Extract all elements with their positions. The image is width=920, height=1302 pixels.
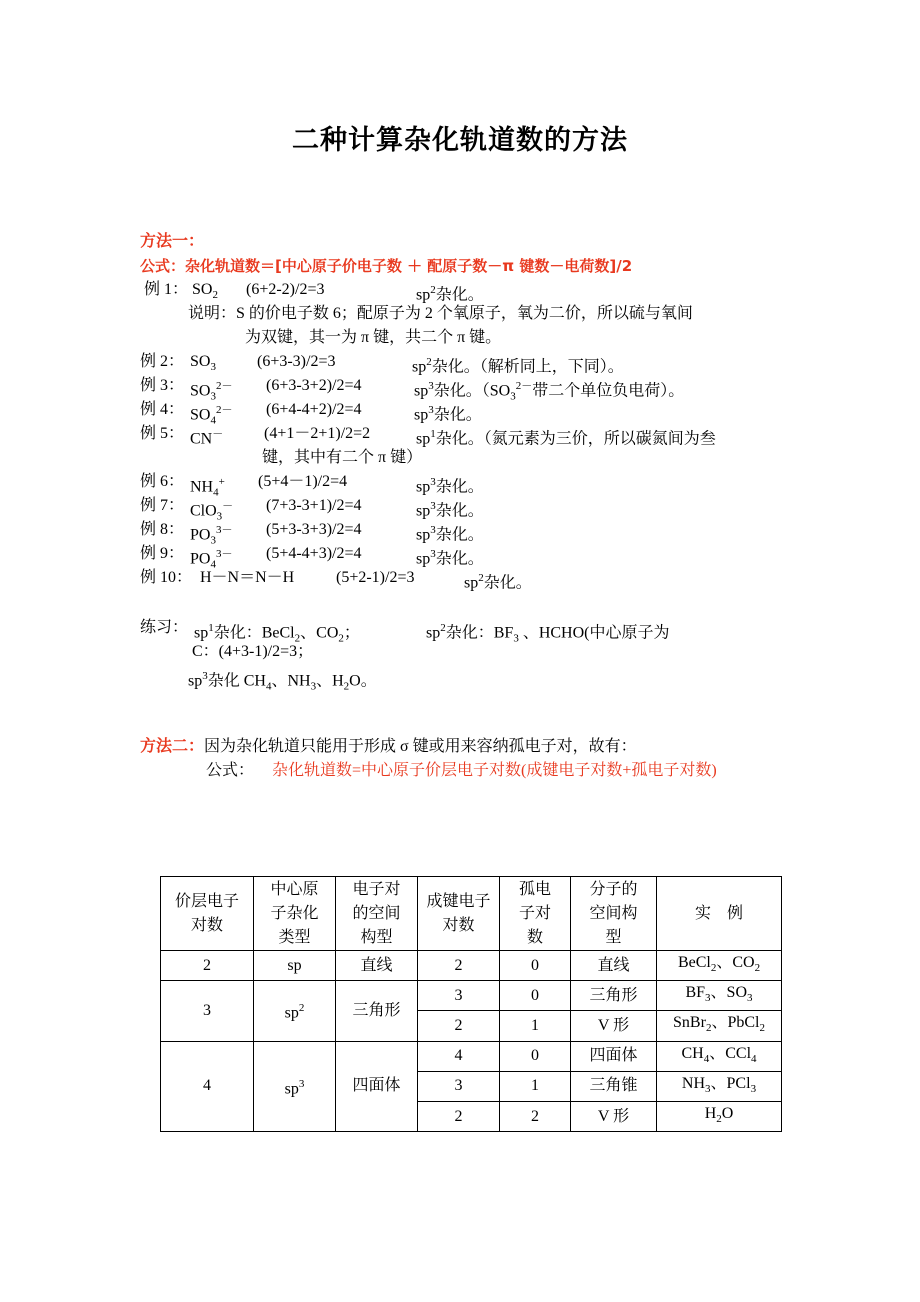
table-row: 4 $sp^3$ 四面体 4 0 四面体 $CH_4$、CCl$_4$	[161, 1041, 782, 1071]
method2-formula-line: 公式： 杂化轨道数=中心原子价层电子对数(成键电子对数+孤电子对数)	[206, 762, 717, 779]
hybridization-table	[160, 876, 782, 1132]
example-10: 例 10： H－N＝N－H (5+2-1)/2=3 $sp^2$杂化。	[140, 569, 532, 592]
method2-line	[140, 737, 637, 757]
example-5-continue: 键，其中有二个 π 键）	[262, 449, 423, 466]
practice-line-1: 练习： $sp^1$杂化：BeCl$_2$、$CO_2$； $sp^2$杂化：$BF_3$ 、HCHO(中心原子为	[140, 619, 670, 645]
table-row: 2 2 V 形 $H_2O$	[161, 1101, 782, 1131]
example-3: 例 3： $SO_3^{2-}$ (6+3-3+2)/2=4 $sp^3$杂化。（$SO_3^{2-}$带二个单位负电荷）。	[140, 377, 685, 403]
method1-formula: 公式：杂化轨道数＝[中心原子价电子数 ＋ 配原子数－π 键数－电荷数]/2	[140, 257, 633, 275]
example-label: 例 1：	[144, 281, 189, 298]
table-row: 3 $sp^2$ 三角形 3 0 三角形 $BF_3$、$SO_3$	[161, 981, 782, 1011]
example-hyb: $sp^2$杂化。	[416, 284, 484, 304]
example-calc: (6+2-2)/2=3	[246, 281, 325, 298]
page-title: 二种计算杂化轨道数的方法	[292, 125, 628, 156]
practice-line-2: C：(4+3-1)/2=3；	[192, 643, 314, 660]
example-6: 例 6： $NH_4^+$ (5+4－1)/2=4 $sp^3$杂化。	[140, 473, 484, 499]
example-2: 例 2： $SO_3$ (6+3-3)/2=3 $sp^2$杂化。（解析同上，下同）。	[140, 353, 624, 376]
table-row: 3 1 三角锥 $NH_3$、PCl$_3$	[161, 1071, 782, 1101]
example-species: $SO_2$	[192, 281, 218, 302]
example-5: 例 5： CN－ (4+1－2+1)/2=2 $sp^1$杂化。（氮元素为三价，所以碳氮间为叁	[140, 425, 716, 448]
example-4: 例 4： $SO_4^{2-}$ (6+4-4+2)/2=4 $sp^3$杂化。	[140, 401, 482, 427]
example-1-explain-2: 为双键，其一为 π 键，共二个 π 键。	[245, 329, 502, 346]
example-1-explain-1: 说明：S 的价电子数 6；配原子为 2 个氧原子，氧为二价，所以硫与氧间	[188, 305, 693, 322]
practice-line-3: $sp^3$杂化 $CH_4$、$NH_3$、$H_2O$。	[188, 670, 377, 693]
table-row: 2 1 V 形 SnBr$_2$、PbCl$_2$	[161, 1011, 782, 1041]
example-7: 例 7： ClO$_3$－ (7+3-3+1)/2=4 $sp^3$杂化。	[140, 497, 484, 523]
example-9: 例 9： $PO_4^{3-}$ (5+4-4+3)/2=4 $sp^3$杂化。	[140, 545, 484, 571]
table-row: 2 sp 直线 2 0 直线 BeCl$_2$、$CO_2$	[161, 951, 782, 981]
table-header-row: 价层电子对数 中心原子杂化类型 电子对的空间构型 成键电子对数 孤电子对数 分子的空间构型 实 例	[161, 877, 782, 951]
example-1	[144, 280, 844, 302]
method2-text: 因为杂化轨道只能用于形成 σ 键或用来容纳孤电子对，故有：	[204, 738, 637, 755]
method2-label: 方法二：	[140, 738, 205, 755]
method1-label: 方法一：	[140, 233, 205, 250]
method2-formula: 杂化轨道数=中心原子价层电子对数(成键电子对数+孤电子对数)	[272, 762, 717, 779]
example-8: 例 8： $PO_3^{3-}$ (5+3-3+3)/2=4 $sp^3$杂化。	[140, 521, 484, 547]
